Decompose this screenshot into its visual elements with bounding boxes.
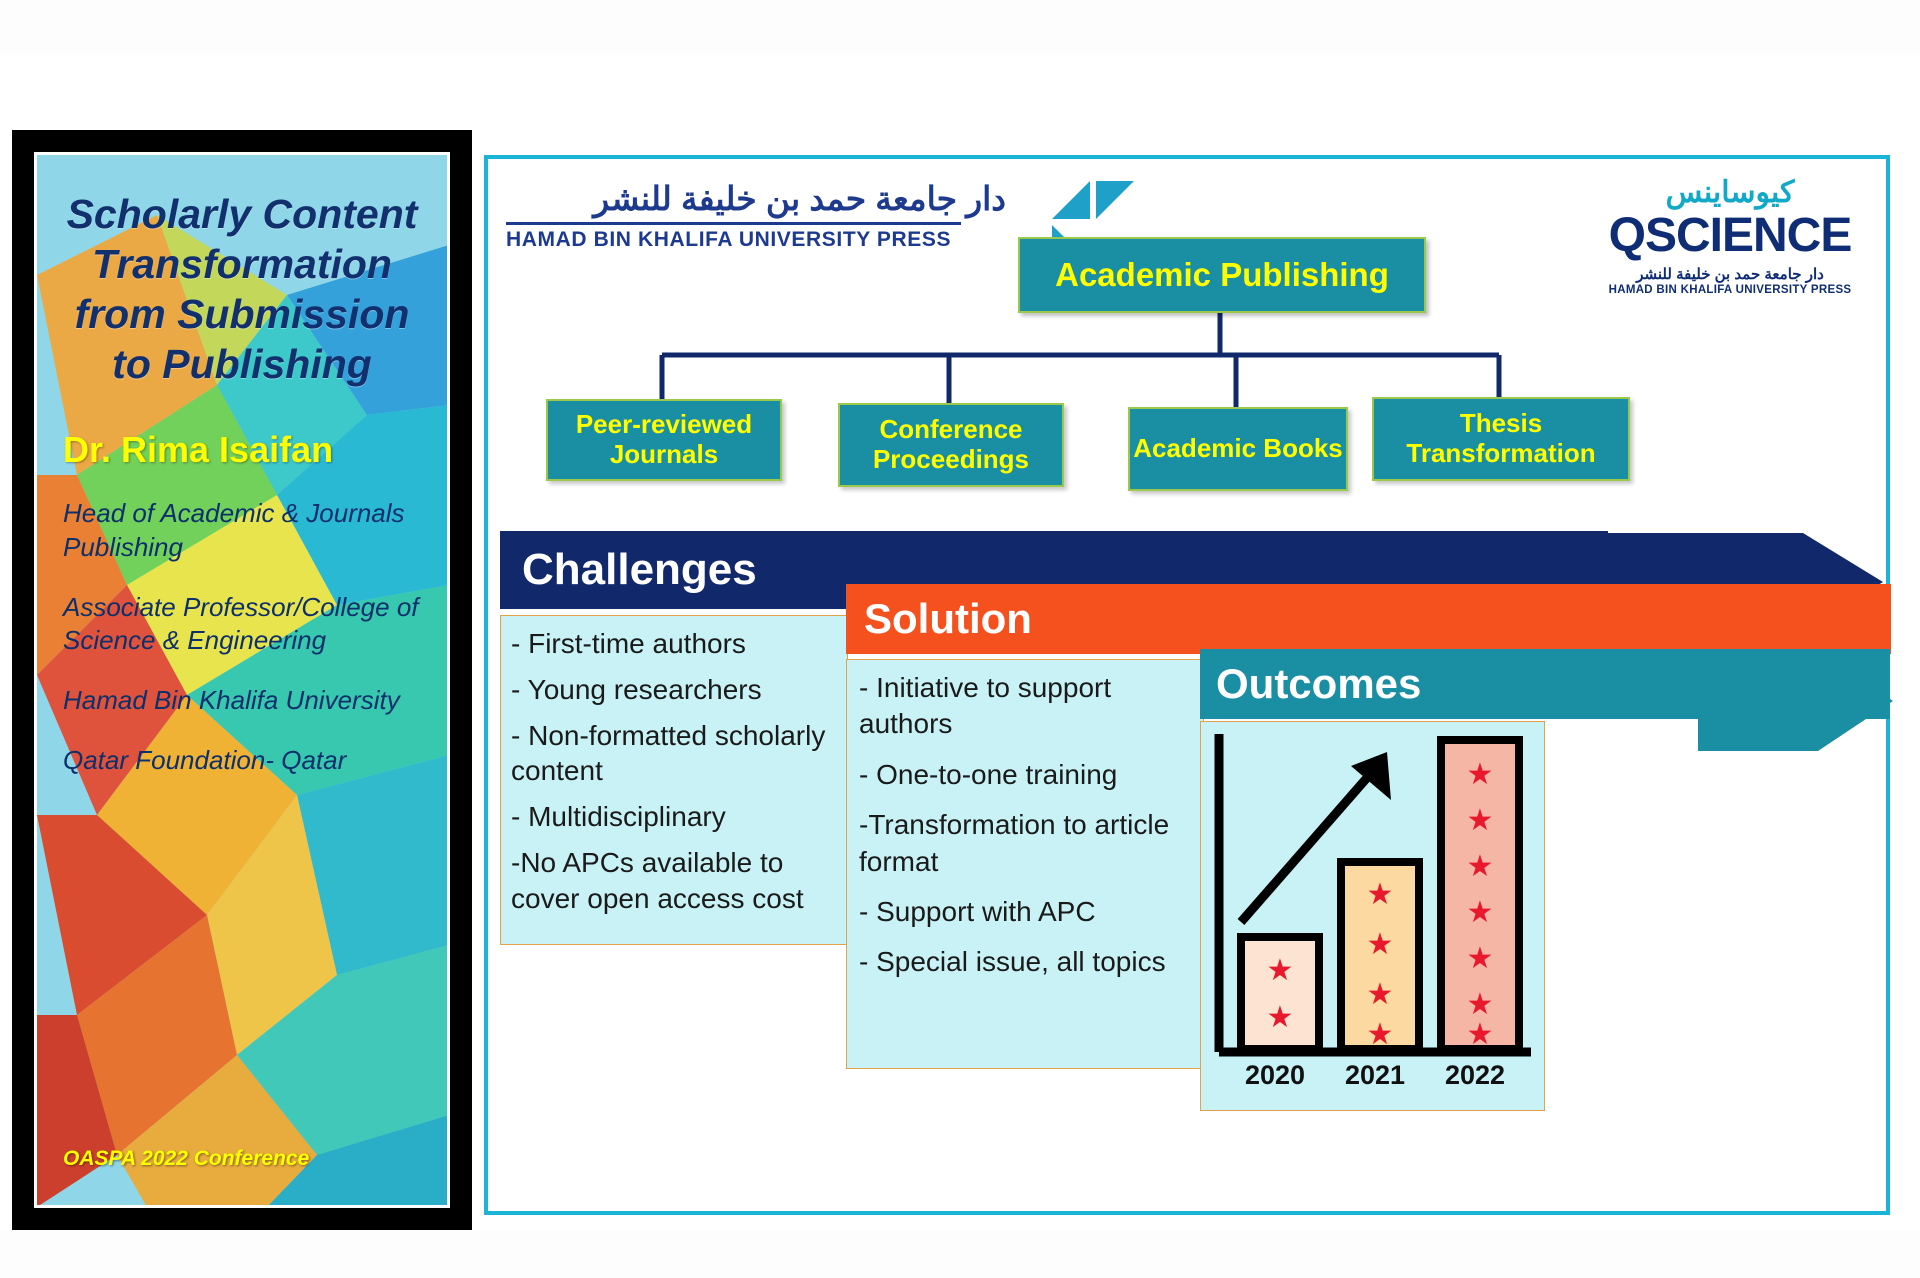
list-item: - Multidisciplinary <box>511 801 726 833</box>
poster-affiliation-1: Head of Academic & Journals Publishing <box>63 498 405 562</box>
solution-header: Solution <box>846 584 1891 654</box>
list-item: -Transformation to article format <box>859 809 1170 877</box>
svg-text:★: ★ <box>1466 850 1494 883</box>
outcomes-header: Outcomes <box>1200 649 1890 719</box>
list-item: - Initiative to support authors <box>859 672 1112 740</box>
challenges-header: Challenges <box>500 531 1608 609</box>
list-item: - Non-formatted scholarly content <box>511 719 826 787</box>
poster-affiliation-2: Associate Professor/College of Science & Engineering <box>63 591 419 656</box>
hbku-arabic-text: دار جامعة حمد بن خليفة للنشر <box>593 180 1006 217</box>
node-thesis-transformation[interactable]: Thesis Transformation <box>1372 397 1630 481</box>
qscience-english-subtitle: HAMAD BIN KHALIFA UNIVERSITY PRESS <box>1608 284 1852 296</box>
poster-inner <box>34 152 450 1208</box>
svg-text:★: ★ <box>1366 928 1394 961</box>
list-item: - Special issue, all topics <box>859 946 1166 978</box>
hbku-english-text: HAMAD BIN KHALIFA UNIVERSITY PRESS <box>506 228 952 251</box>
svg-text:★: ★ <box>1366 878 1394 911</box>
node-academic-books[interactable]: Academic Books <box>1128 407 1348 491</box>
svg-text:★: ★ <box>1466 942 1494 975</box>
poster-conference-label: OASPA 2022 Conference <box>63 1147 310 1170</box>
node-conference-proceedings[interactable]: Conference Proceedings <box>838 403 1064 487</box>
chart-xtick-2021: 2021 <box>1345 1060 1406 1090</box>
svg-text:★: ★ <box>1466 896 1494 929</box>
list-item: - First-time authors <box>511 628 746 659</box>
svg-text:★: ★ <box>1466 1018 1494 1051</box>
poster-text-block <box>37 155 447 778</box>
svg-text:★: ★ <box>1366 1018 1394 1051</box>
challenges-list <box>500 615 848 945</box>
qscience-wordmark: QSCIENCE <box>1608 209 1852 262</box>
svg-text:★: ★ <box>1366 978 1394 1011</box>
slide-canvas <box>0 55 1920 1230</box>
list-item: -No APCs available to cover open access cost <box>511 847 804 914</box>
chart-xtick-2020: 2020 <box>1245 1060 1306 1090</box>
solution-list <box>846 659 1204 1069</box>
svg-text:★: ★ <box>1266 954 1294 987</box>
list-item: - Support with APC <box>859 895 1096 927</box>
node-academic-publishing[interactable]: Academic Publishing <box>1018 237 1426 313</box>
poster-affiliation-4: Qatar Foundation- Qatar <box>63 745 347 776</box>
svg-text:★: ★ <box>1466 988 1494 1021</box>
node-peer-reviewed-journals[interactable]: Peer-reviewed Journals <box>546 399 782 481</box>
poster-affiliation-3: Hamad Bin Khalifa University <box>63 685 400 716</box>
svg-text:★: ★ <box>1466 758 1494 791</box>
qscience-arabic-text: كيوساينس <box>1665 176 1795 209</box>
outcomes-growth-bar-chart <box>1201 722 1546 1112</box>
main-diagram-panel <box>484 155 1890 1215</box>
poster-title: Scholarly Content Transformation from Submission to Publishing <box>66 191 418 388</box>
org-chart-connectors <box>488 159 1886 579</box>
poster-panel <box>12 130 472 1230</box>
svg-text:★: ★ <box>1466 804 1494 837</box>
qscience-arabic-subtitle: دار جامعة حمد بن خليفة للنشر <box>1636 266 1824 283</box>
svg-text:★: ★ <box>1266 1001 1294 1034</box>
outcomes-chart-container <box>1200 721 1545 1111</box>
chart-xtick-2022: 2022 <box>1445 1060 1506 1090</box>
list-item: - Young researchers <box>511 673 762 705</box>
poster-author: Dr. Rima Isaifan <box>63 429 334 471</box>
list-item: - One-to-one training <box>859 758 1118 790</box>
